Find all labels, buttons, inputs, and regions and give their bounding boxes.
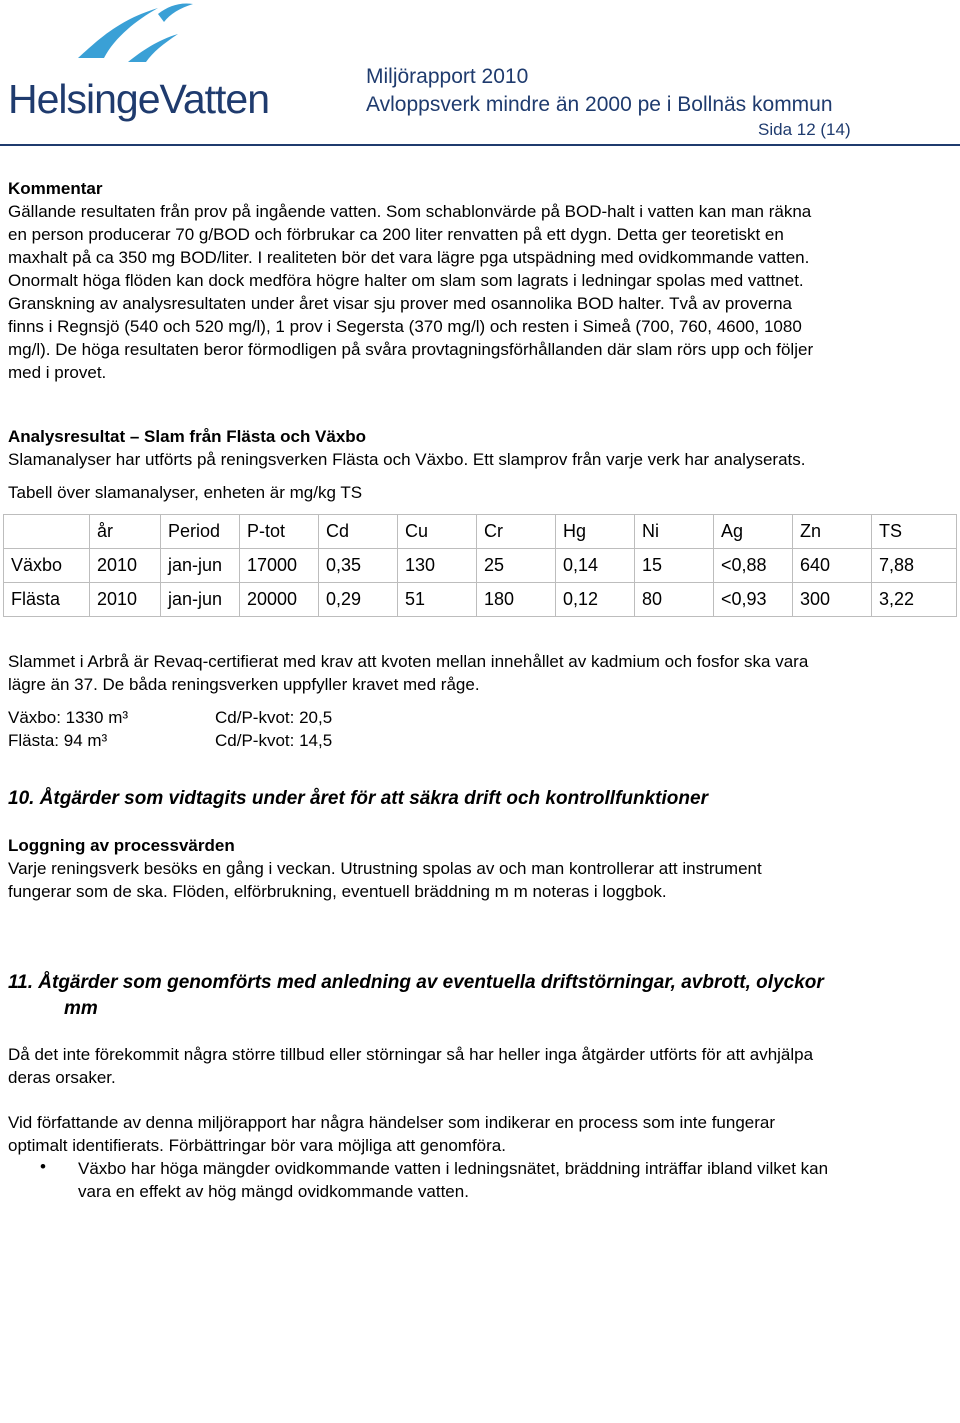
- section-11-heading-cont: mm: [64, 998, 98, 1019]
- kommentar-line: mg/l). De höga resultaten beror förmodligen på svåra provtagningsförhållanden där slam rörs upp och följer: [8, 340, 814, 359]
- table-cell: 80: [635, 583, 714, 617]
- slam-section: [8, 650, 953, 696]
- table-cell: <0,93: [714, 583, 793, 617]
- table-header-row: [4, 515, 957, 549]
- table-cell: 7,88: [872, 549, 957, 583]
- slam-analysis-table: [3, 514, 957, 617]
- table-cell: 25: [477, 549, 556, 583]
- table-cell: <0,88: [714, 549, 793, 583]
- table-cell: 130: [398, 549, 477, 583]
- bullet-text: vara en effekt av hög mängd ovidkommande vatten.: [78, 1182, 469, 1201]
- kommentar-line: Gällande resultaten från prov på ingående vatten. Som schablonvärde på BOD-halt i vatten kan man räkna: [8, 202, 812, 221]
- table-header-cell: Ni: [635, 515, 714, 549]
- table-cell: 51: [398, 583, 477, 617]
- table-cell: jan-jun: [161, 549, 240, 583]
- logo-text: HelsingeVatten: [8, 76, 270, 122]
- section-10-heading: 10. Åtgärder som vidtagits under året för att säkra drift och kontrollfunktioner: [8, 788, 708, 809]
- kommentar-line: en person producerar 70 g/BOD och förbrukar ca 200 liter renvatten på ett dygn. Detta ger teoretiskt en: [8, 225, 784, 244]
- section-10-body: [8, 834, 953, 903]
- table-header-cell: Hg: [556, 515, 635, 549]
- table-cell: 15: [635, 549, 714, 583]
- vaxbo-volume: Växbo: 1330 m³: [8, 708, 129, 727]
- table-cell: Flästa: [4, 583, 90, 617]
- table-cell: Växbo: [4, 549, 90, 583]
- section-10-subheading: Loggning av processvärden: [8, 836, 235, 855]
- vaxbo-cdp-kvot: Cd/P-kvot: 20,5: [215, 708, 333, 727]
- analys-heading: Analysresultat – Slam från Flästa och Växbo: [8, 427, 367, 446]
- header-divider: [0, 144, 960, 146]
- report-title: Miljörapport 2010: [366, 65, 529, 88]
- slam-text: Slammet i Arbrå är Revaq-certifierat med krav att kvoten mellan innehållet av kadmium och fosfor ska vara: [8, 652, 809, 671]
- table-cell: 180: [477, 583, 556, 617]
- table-cell: jan-jun: [161, 583, 240, 617]
- table-header-cell: Cu: [398, 515, 477, 549]
- page-number: Sida 12 (14): [758, 120, 851, 139]
- report-subtitle: Avloppsverk mindre än 2000 pe i Bollnäs kommun: [366, 93, 833, 116]
- company-logo: [8, 0, 288, 130]
- table-header-cell: TS: [872, 515, 957, 549]
- slam-text: lägre än 37. De båda reningsverken uppfyller kravet med råge.: [8, 675, 480, 694]
- table-cell: 300: [793, 583, 872, 617]
- table-cell: 640: [793, 549, 872, 583]
- table-cell: 20000: [240, 583, 319, 617]
- section-11-heading: 11. Åtgärder som genomförts med anledning av eventuella driftstörningar, avbrott, olyckor: [8, 972, 824, 993]
- table-header-cell: P-tot: [240, 515, 319, 549]
- table-cell: 3,22: [872, 583, 957, 617]
- analys-section: [8, 425, 953, 504]
- bullet-dot-icon: •: [40, 1157, 46, 1176]
- flasta-cdp-kvot: Cd/P-kvot: 14,5: [215, 731, 333, 750]
- table-header-cell: Zn: [793, 515, 872, 549]
- flasta-volume: Flästa: 94 m³: [8, 731, 108, 750]
- table-header-cell: Ag: [714, 515, 793, 549]
- section-11-paragraph-1: [8, 1043, 953, 1089]
- table-header-cell: Cr: [477, 515, 556, 549]
- section-10-text: Varje reningsverk besöks en gång i veckan. Utrustning spolas av och man kontrollerar att instrument: [8, 859, 762, 878]
- table-header-cell: Period: [161, 515, 240, 549]
- table-cell: 0,14: [556, 549, 635, 583]
- table-cell: 0,12: [556, 583, 635, 617]
- table-header-cell: [4, 515, 90, 549]
- analys-text: Slamanalyser har utförts på reningsverken Flästa och Växbo. Ett slamprov från varje verk har analyserats.: [8, 450, 806, 469]
- kommentar-line: Granskning av analysresultaten under året visar sju prover med osannolika BOD halter. Två av proverna: [8, 294, 792, 313]
- bullet-text: Växbo har höga mängder ovidkommande vatten i ledningsnätet, bräddning inträffar ibland vilket kan: [78, 1159, 829, 1178]
- kommentar-section: [8, 177, 953, 384]
- kommentar-line: med i provet.: [8, 363, 107, 382]
- kommentar-line: finns i Regnsjö (540 och 520 mg/l), 1 prov i Segersta (370 mg/l) och resten i Simeå (700, 760, 4600, 1080: [8, 317, 802, 336]
- bullet-item: [78, 1157, 948, 1203]
- kommentar-line: Onormalt höga flöden kan dock medföra högre halter om slam som lagrats i ledningar spolas med vattnet.: [8, 271, 804, 290]
- kommentar-line: maxhalt på ca 350 mg BOD/liter. I realiteten bör det vara lägre pga utspädning med ovidkommande vatten.: [8, 248, 810, 267]
- section-11-text: Vid författande av denna miljörapport har några händelser som indikerar en process som inte fungerar: [8, 1113, 776, 1132]
- table-cell: 0,29: [319, 583, 398, 617]
- kommentar-heading: Kommentar: [8, 179, 103, 198]
- table-caption: Tabell över slamanalyser, enheten är mg/kg TS: [8, 483, 363, 502]
- table-cell: 2010: [90, 583, 161, 617]
- table-row: [4, 549, 957, 583]
- section-10-text: fungerar som de ska. Flöden, elförbrukning, eventuell bräddning m m noteras i loggbok.: [8, 882, 667, 901]
- table-cell: 17000: [240, 549, 319, 583]
- section-11-text: optimalt identifierats. Förbättringar bör vara möjliga att genomföra.: [8, 1136, 506, 1155]
- section-11-text: Då det inte förekommit några större tillbud eller störningar så har heller inga åtgärder utförts för att avhjälpa: [8, 1045, 814, 1064]
- section-11-paragraph-2: [8, 1111, 953, 1157]
- table-cell: 2010: [90, 549, 161, 583]
- section-11-text: deras orsaker.: [8, 1068, 116, 1087]
- table-cell: 0,35: [319, 549, 398, 583]
- table-header-cell: Cd: [319, 515, 398, 549]
- table-header-cell: år: [90, 515, 161, 549]
- table-row: [4, 583, 957, 617]
